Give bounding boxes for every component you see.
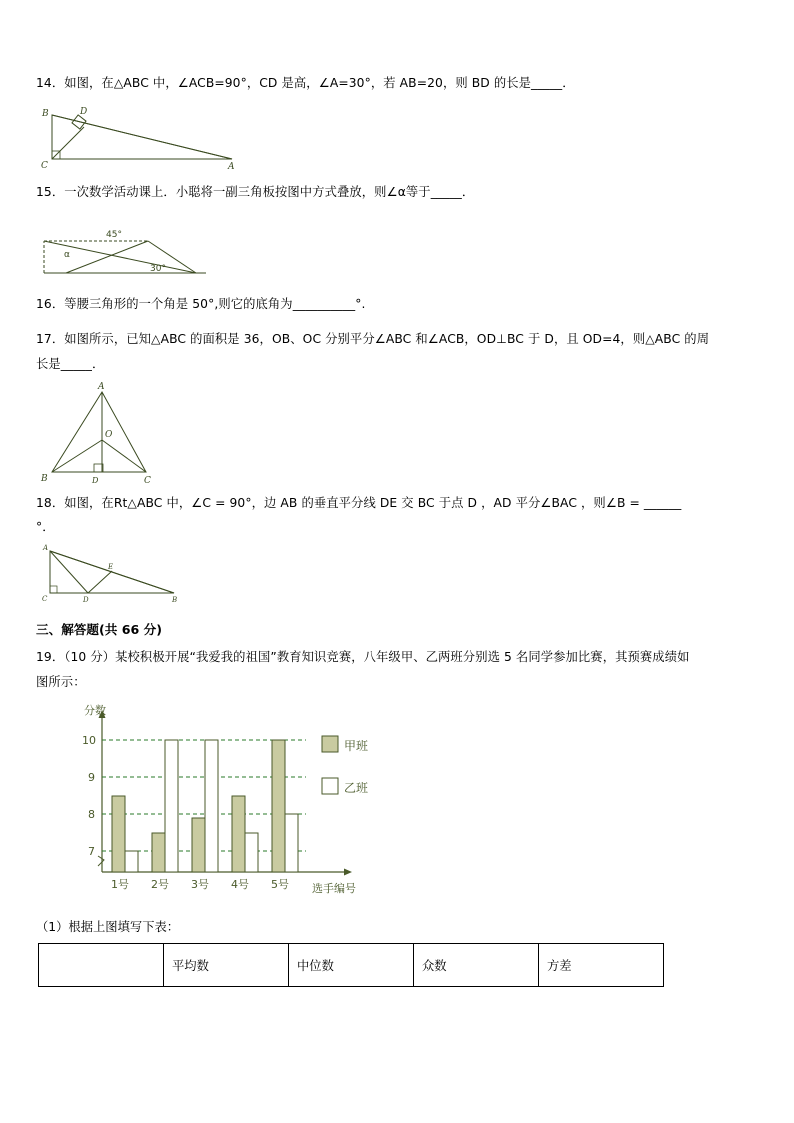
svg-text:C: C — [42, 595, 48, 604]
svg-text:D: D — [92, 475, 99, 485]
page-content — [36, 72, 764, 987]
table-row — [39, 943, 664, 986]
question-18-line1: 18．如图，在Rt△ABC 中，∠C = 90°，边 AB 的垂直平分线 DE 交 BC 于点 D ，AD 平分∠BAC ，则∠B = ______ — [36, 495, 682, 510]
question-19-line2: 图所示： — [36, 674, 86, 689]
table-header-mean: 平均数 — [164, 943, 289, 986]
statistics-table — [38, 943, 664, 987]
svg-text:4号: 4号 — [231, 877, 249, 891]
question-18-line2: °． — [36, 520, 55, 535]
svg-text:B: B — [42, 108, 49, 119]
table-header-median: 中位数 — [289, 943, 414, 986]
question-14-text: 14．如图，在△ABC 中，∠ACB=90°，CD 是高，∠A=30°，若 AB=20，则 BD 的长是_____． — [36, 76, 575, 90]
svg-text:E: E — [108, 563, 114, 572]
svg-text:10: 10 — [82, 733, 96, 747]
question-16-text: 16．等腰三角形的一个角是 50°,则它的底角为__________°. — [36, 297, 366, 312]
svg-text:2号: 2号 — [151, 877, 169, 891]
svg-text:选手编号: 选手编号 — [312, 881, 356, 895]
bar-chart — [54, 700, 764, 905]
svg-text:C: C — [41, 160, 48, 171]
table-header-mode: 众数 — [414, 943, 539, 986]
svg-text:D: D — [80, 106, 88, 117]
svg-text:30°: 30° — [150, 264, 166, 275]
svg-text:45°: 45° — [106, 230, 122, 241]
question-15-text: 15．一次数学活动课上．小聪将一副三角板按图中方式叠放，则∠α等于_____． — [36, 184, 475, 199]
svg-text:1号: 1号 — [111, 877, 129, 891]
svg-text:分数: 分数 — [84, 703, 106, 717]
svg-text:甲班: 甲班 — [344, 738, 369, 753]
svg-text:7: 7 — [88, 844, 95, 858]
table-header-blank — [39, 943, 164, 986]
svg-text:B: B — [172, 596, 178, 605]
question-19-line1: 19．（10 分）某校积极开展“我爱我的祖国”教育知识竞赛，八年级甲、乙两班分别选 5 名同学参加比赛，其预赛成绩如 — [36, 650, 690, 665]
section-title: 三、解答题(共 66 分) — [36, 622, 162, 638]
svg-text:C: C — [144, 475, 151, 486]
svg-text:A: A — [228, 161, 235, 171]
question-19-sub1: （1）根据上图填写下表： — [36, 919, 180, 934]
svg-text:3号: 3号 — [191, 877, 209, 891]
question-18-figure — [36, 541, 764, 605]
question-17-figure — [36, 378, 764, 488]
question-17-line1: 17．如图所示，已知△ABC 的面积是 36，OB、OC 分别平分∠ABC 和∠ACB，OD⊥BC 于 D，且 OD=4，则△ABC 的周 — [36, 332, 710, 347]
table-header-variance: 方差 — [539, 943, 664, 986]
svg-text:9: 9 — [88, 770, 95, 784]
svg-text:O: O — [105, 429, 113, 440]
svg-text:乙班: 乙班 — [344, 780, 369, 795]
svg-text:8: 8 — [88, 807, 95, 821]
svg-text:B: B — [41, 473, 48, 484]
question-14-figure — [36, 97, 764, 171]
question-17-line2: 长是_____． — [36, 356, 105, 371]
svg-text:A: A — [43, 544, 49, 553]
svg-text:α: α — [64, 250, 70, 261]
question-15-figure — [36, 205, 764, 283]
svg-text:5号: 5号 — [271, 877, 289, 891]
svg-text:D: D — [83, 596, 89, 605]
svg-text:A: A — [98, 381, 105, 392]
